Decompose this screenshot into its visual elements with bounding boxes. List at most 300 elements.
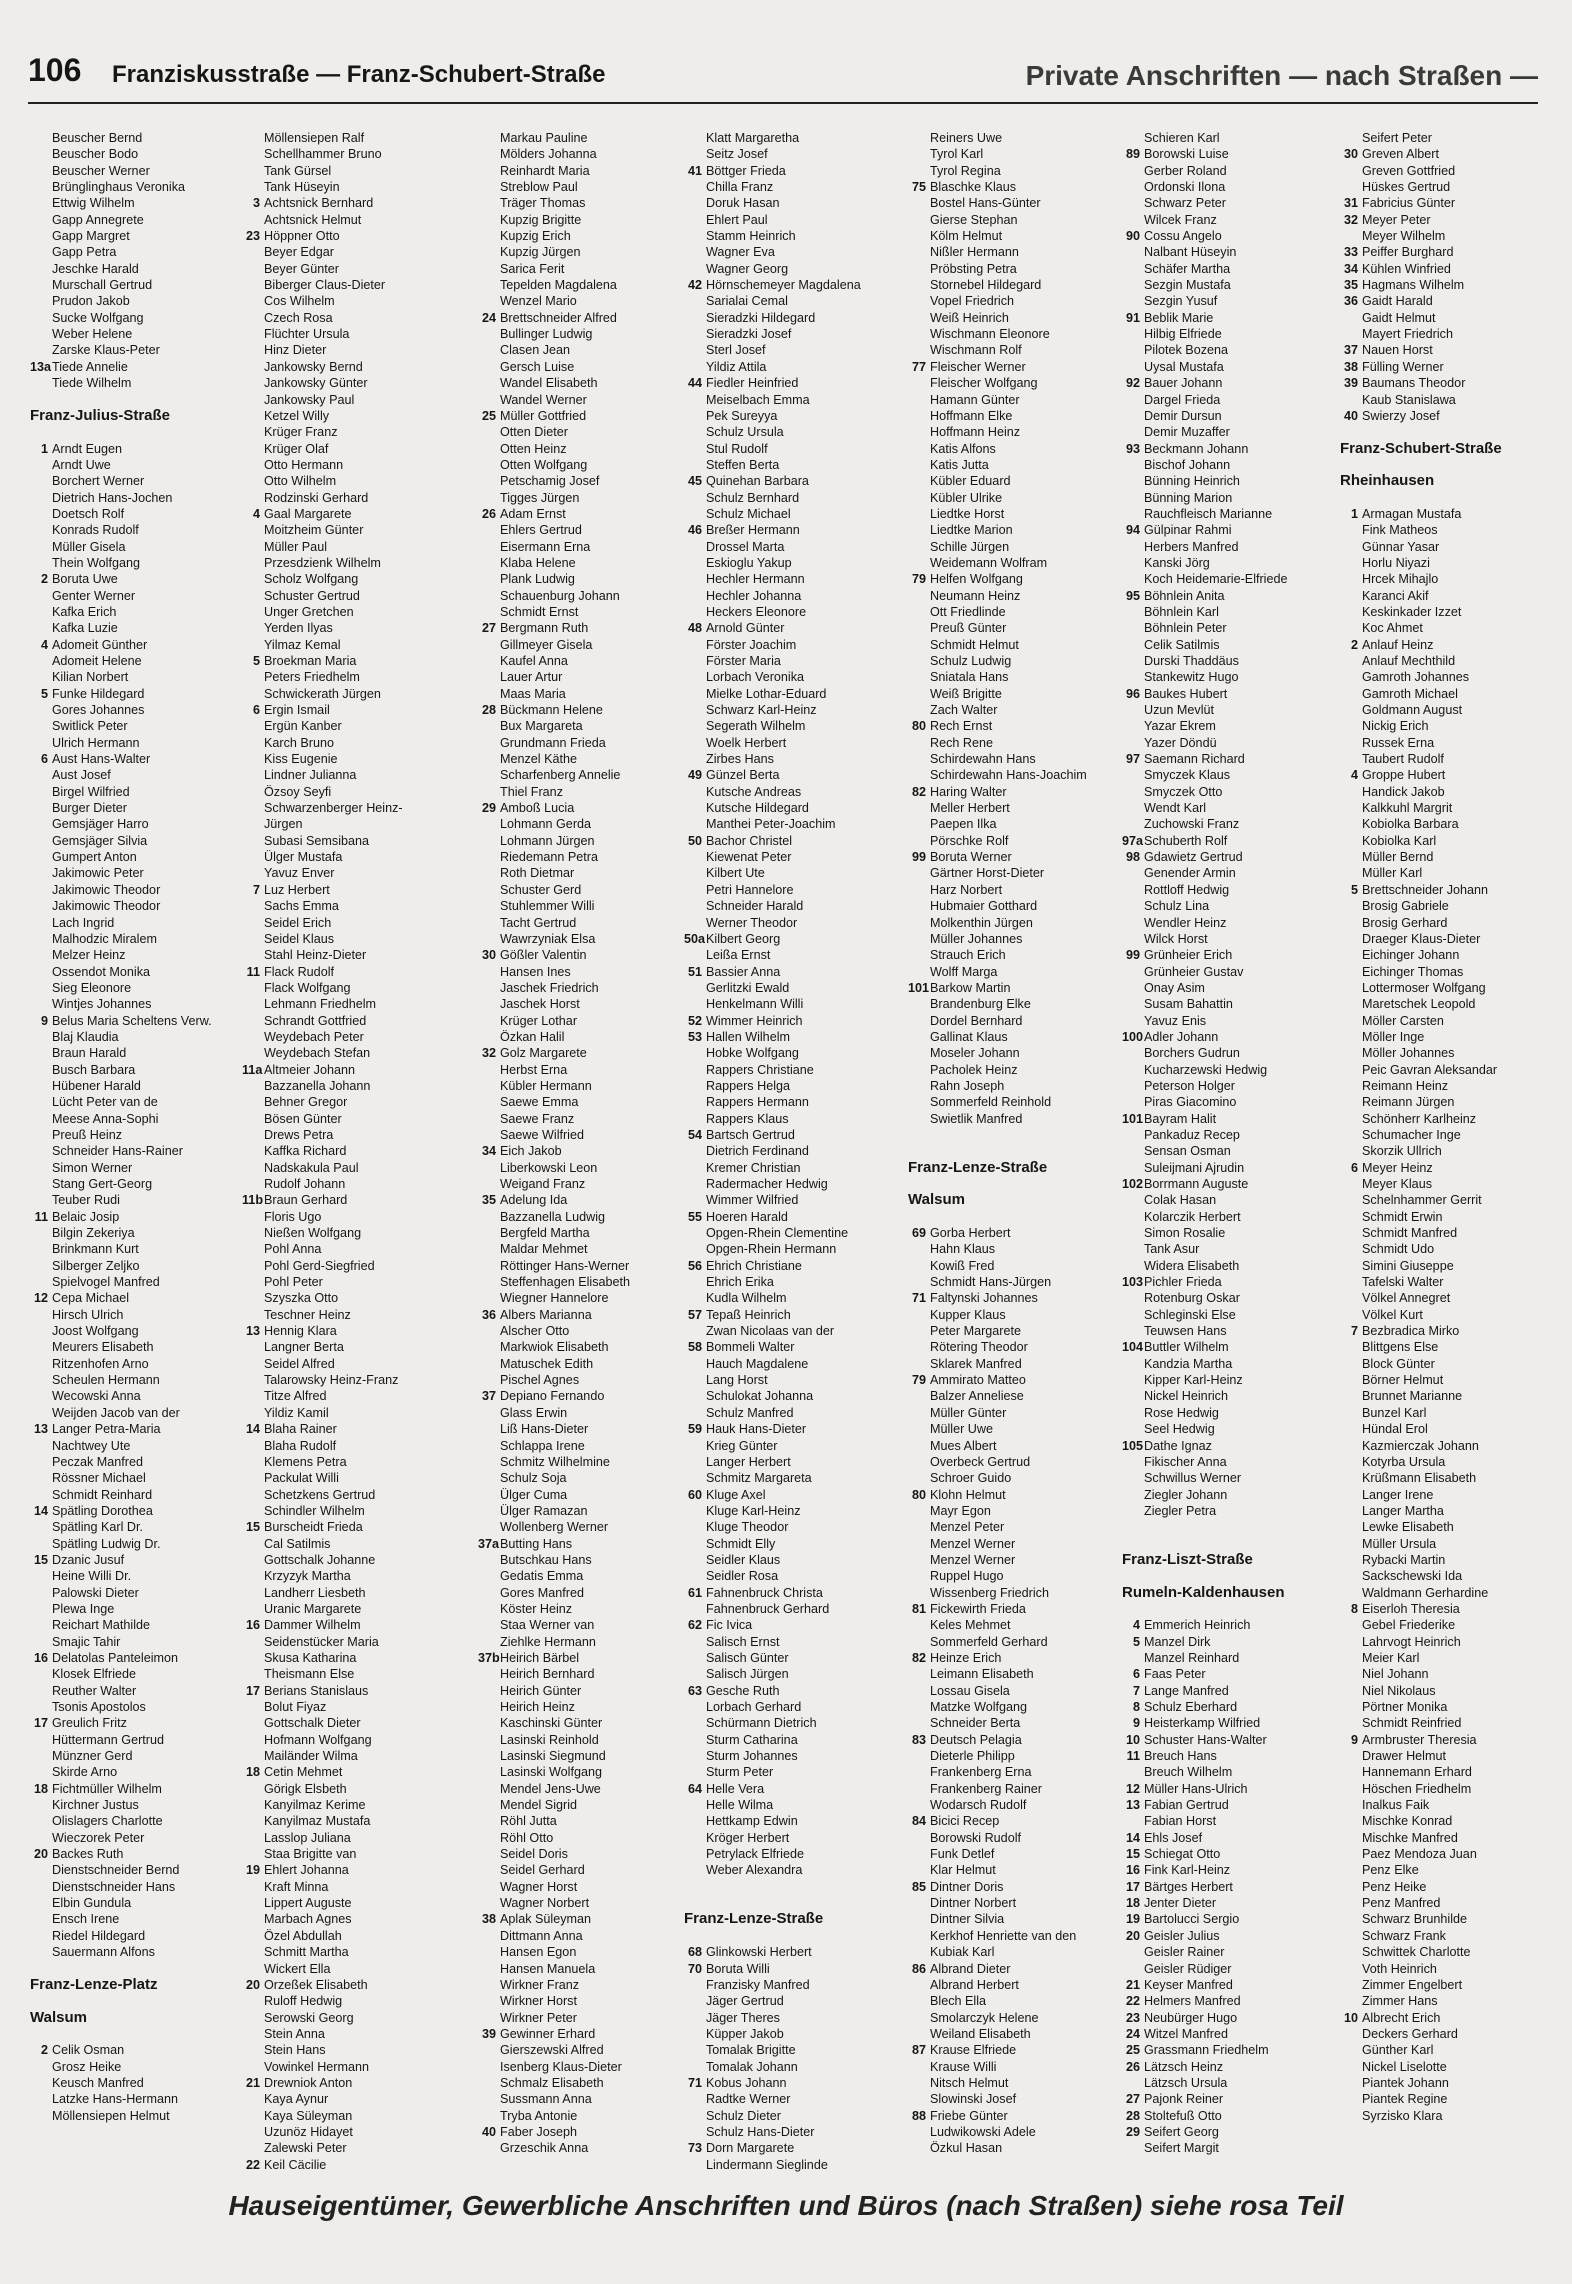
list-item xyxy=(908,686,1116,702)
resident-name: Radermacher Hedwig xyxy=(706,1177,828,1191)
list-item xyxy=(478,653,678,669)
list-item xyxy=(478,1715,678,1731)
list-item xyxy=(908,1045,1116,1061)
resident-name: Petri Hannelore xyxy=(706,882,794,897)
list-item xyxy=(1340,718,1545,734)
resident-name: Nachtwey Ute xyxy=(52,1438,131,1453)
house-number: 3 xyxy=(252,196,260,211)
resident-name: Boruta Werner xyxy=(930,850,1012,865)
resident-name: Schleginski Else xyxy=(1144,1307,1236,1322)
resident-name: Hamann Günter xyxy=(930,392,1020,407)
list-item xyxy=(908,947,1116,963)
list-item xyxy=(908,1111,1116,1127)
list-item xyxy=(684,1977,902,1993)
list-item xyxy=(1122,2108,1334,2124)
list-item xyxy=(242,228,470,244)
resident-name: Markau Pauline xyxy=(500,131,588,145)
list-item xyxy=(478,800,678,816)
resident-name: Beblik Marie xyxy=(1144,310,1214,325)
resident-name: Nadskakula Paul xyxy=(264,1160,359,1175)
list-item xyxy=(30,130,235,146)
list-item xyxy=(1340,163,1545,179)
resident-name: Yilmaz Kemal xyxy=(264,637,341,652)
resident-name: Fabricius Günter xyxy=(1362,196,1456,211)
resident-name: Özkul Hasan xyxy=(930,2141,1003,2156)
list-item xyxy=(30,1209,235,1225)
list-item xyxy=(478,1356,678,1372)
list-item xyxy=(684,784,902,800)
list-item xyxy=(478,2026,678,2042)
house-number: 25 xyxy=(1125,2043,1140,2058)
list-item xyxy=(1122,1307,1334,1323)
resident-name: Luz Herbert xyxy=(264,882,330,897)
list-item xyxy=(908,1372,1116,1388)
resident-name: Preuß Günter xyxy=(930,621,1007,636)
resident-name: Opgen-Rhein Hermann xyxy=(706,1242,837,1257)
house-number: 14 xyxy=(33,1503,48,1518)
resident-name: Sturm Peter xyxy=(706,1765,774,1780)
list-item xyxy=(478,1290,678,1306)
list-item xyxy=(478,2010,678,2026)
resident-name: Schwillus Werner xyxy=(1144,1471,1242,1486)
list-item xyxy=(1122,637,1334,653)
resident-name: Breßer Hermann xyxy=(706,523,800,538)
list-item xyxy=(1340,1748,1545,1764)
list-item xyxy=(1122,1062,1334,1078)
resident-name: Lauer Artur xyxy=(500,670,563,685)
resident-name: Schwickerath Jürgen xyxy=(264,686,381,701)
list-item xyxy=(684,1274,902,1290)
house-number: 60 xyxy=(687,1487,702,1502)
list-item xyxy=(30,277,235,293)
resident-name: Röhl Otto xyxy=(500,1830,554,1845)
list-item xyxy=(1122,1764,1334,1780)
list-item xyxy=(684,1699,902,1715)
list-item xyxy=(242,865,470,881)
list-item xyxy=(242,882,470,898)
house-number: 49 xyxy=(687,768,702,783)
list-item xyxy=(1340,1225,1545,1241)
resident-name: Scheulen Hermann xyxy=(52,1373,160,1388)
resident-name: Greven Albert xyxy=(1362,147,1440,162)
list-item xyxy=(30,1617,235,1633)
list-item xyxy=(908,2042,1116,2058)
list-item xyxy=(908,964,1116,980)
resident-name: Sackschewski Ida xyxy=(1362,1569,1463,1584)
list-item xyxy=(242,1094,470,1110)
resident-name: Anlauf Heinz xyxy=(1362,637,1434,652)
list-item xyxy=(684,1454,902,1470)
resident-name: Marbach Agnes xyxy=(264,1912,352,1927)
house-number: 14 xyxy=(1125,1830,1140,1845)
resident-name: Hobke Wolfgang xyxy=(706,1046,799,1061)
list-item xyxy=(1122,849,1334,865)
resident-name: Depiano Fernando xyxy=(500,1389,605,1404)
resident-name: Meyer Wilhelm xyxy=(1362,229,1446,244)
list-item xyxy=(684,130,902,146)
list-item xyxy=(908,2010,1116,2026)
list-item xyxy=(684,359,902,375)
resident-name: Saewe Wilfried xyxy=(500,1127,584,1142)
resident-name: Gores Johannes xyxy=(52,703,145,718)
resident-name: Titze Alfred xyxy=(264,1389,327,1404)
street-heading: Franz-Julius-Straße xyxy=(30,406,171,424)
list-item xyxy=(242,1143,470,1159)
list-item xyxy=(30,849,235,865)
list-item xyxy=(684,2059,902,2075)
resident-name: Lasinski Siegmund xyxy=(500,1749,606,1764)
spacer xyxy=(908,1209,1116,1225)
house-number: 38 xyxy=(1343,359,1358,374)
spacer xyxy=(684,1895,902,1911)
house-number: 37 xyxy=(1343,343,1358,358)
list-item xyxy=(1122,882,1334,898)
list-item xyxy=(1122,1993,1334,2009)
list-item xyxy=(242,816,470,832)
list-item xyxy=(478,964,678,980)
resident-name: Hettkamp Edwin xyxy=(706,1814,798,1829)
list-item xyxy=(30,539,235,555)
resident-name: Bazzanella Ludwig xyxy=(500,1209,606,1224)
list-item xyxy=(30,163,235,179)
resident-name: Gillmeyer Gisela xyxy=(500,637,593,652)
list-item xyxy=(478,1013,678,1029)
list-item xyxy=(1122,1143,1334,1159)
list-item xyxy=(908,1356,1116,1372)
list-item xyxy=(1122,1846,1334,1862)
resident-name: Riedemann Petra xyxy=(500,850,599,865)
list-item xyxy=(1122,669,1334,685)
list-item xyxy=(1340,1388,1545,1404)
list-item xyxy=(1340,1013,1545,1029)
house-number: 89 xyxy=(1125,147,1140,162)
resident-name: Boruta Uwe xyxy=(52,572,118,587)
resident-name: Seel Hedwig xyxy=(1144,1422,1215,1437)
resident-name: Jäger Theres xyxy=(706,2010,780,2025)
resident-name: Meyer Peter xyxy=(1362,212,1431,227)
resident-name: Achtsnick Helmut xyxy=(264,212,362,227)
list-item xyxy=(1122,1634,1334,1650)
resident-name: Rodzinski Gerhard xyxy=(264,490,369,505)
resident-name: Schirdewahn Hans-Joachim xyxy=(930,768,1087,783)
list-item xyxy=(1340,1977,1545,1993)
resident-name: Gerber Roland xyxy=(1144,163,1227,178)
list-item xyxy=(1122,1339,1334,1355)
resident-name: Langer Herbert xyxy=(706,1454,791,1469)
list-item xyxy=(1122,506,1334,522)
list-item xyxy=(908,1928,1116,1944)
resident-name: Sezgin Yusuf xyxy=(1144,294,1218,309)
resident-name: Baumans Theodor xyxy=(1362,376,1466,391)
list-item xyxy=(908,473,1116,489)
resident-name: Peic Gavran Aleksandar xyxy=(1362,1062,1498,1077)
resident-name: Molkenthin Jürgen xyxy=(930,915,1033,930)
list-item xyxy=(908,1339,1116,1355)
list-item xyxy=(908,1536,1116,1552)
list-item xyxy=(478,1617,678,1633)
resident-name: Hoffmann Elke xyxy=(930,408,1013,423)
resident-name: Schetzkens Gertrud xyxy=(264,1487,376,1502)
resident-name: Dintner Silvia xyxy=(930,1912,1005,1927)
house-number: 63 xyxy=(687,1683,702,1698)
resident-name: Wagner Georg xyxy=(706,261,789,276)
section-title: Private Anschriften — nach Straßen — xyxy=(1025,60,1538,91)
resident-name: Ehls Josef xyxy=(1144,1830,1203,1845)
resident-name: Sterl Josef xyxy=(706,343,766,358)
list-item xyxy=(684,1650,902,1666)
list-item xyxy=(1340,751,1545,767)
list-item xyxy=(30,212,235,228)
list-item xyxy=(478,392,678,408)
list-item xyxy=(478,1961,678,1977)
house-number: 6 xyxy=(252,703,260,718)
list-item xyxy=(1340,849,1545,865)
resident-name: Radtke Werner xyxy=(706,2092,791,2107)
list-item xyxy=(1122,490,1334,506)
resident-name: Wawrzyniak Elsa xyxy=(500,931,596,946)
list-item xyxy=(1340,1634,1545,1650)
resident-name: Pacholek Heinz xyxy=(930,1062,1018,1077)
list-item xyxy=(684,1715,902,1731)
resident-name: Bilgin Zekeriya xyxy=(52,1226,135,1241)
resident-name: Cal Satilmis xyxy=(264,1536,331,1551)
resident-name: Geisler Rainer xyxy=(1144,1945,1225,1960)
resident-name: Funk Detlef xyxy=(930,1847,995,1862)
list-item xyxy=(1340,1438,1545,1454)
resident-name: Wandel Werner xyxy=(500,392,587,407)
list-item xyxy=(1122,326,1334,342)
list-item xyxy=(242,1013,470,1029)
resident-name: Eichinger Thomas xyxy=(1362,964,1464,979)
list-item xyxy=(242,653,470,669)
list-item xyxy=(1122,1388,1334,1404)
resident-name: Murschall Gertrud xyxy=(52,278,153,293)
list-item xyxy=(684,2075,902,2091)
list-item xyxy=(1122,1078,1334,1094)
resident-name: Pischel Agnes xyxy=(500,1373,580,1388)
list-item xyxy=(242,767,470,783)
resident-name: Bayram Halit xyxy=(1144,1111,1217,1126)
list-item xyxy=(908,490,1116,506)
resident-name: Wischmann Eleonore xyxy=(930,327,1050,342)
column xyxy=(908,130,1116,2157)
resident-name: Rose Hedwig xyxy=(1144,1405,1219,1420)
list-item xyxy=(1122,1830,1334,1846)
resident-name: Schmitz Margareta xyxy=(706,1471,812,1486)
resident-name: Rybacki Martin xyxy=(1362,1552,1446,1567)
list-item xyxy=(908,1323,1116,1339)
resident-name: Dathe Ignaz xyxy=(1144,1438,1212,1453)
resident-name: Wollenberg Werner xyxy=(500,1520,609,1535)
list-item xyxy=(908,882,1116,898)
house-number: 39 xyxy=(1343,376,1358,391)
resident-name: Spätling Ludwig Dr. xyxy=(52,1536,161,1551)
resident-name: Wimmer Heinrich xyxy=(706,1013,803,1028)
resident-name: Klar Helmut xyxy=(930,1863,996,1878)
house-number: 52 xyxy=(687,1013,702,1028)
resident-name: Glass Erwin xyxy=(500,1405,568,1420)
resident-name: Röhl Jutta xyxy=(500,1814,557,1829)
house-number: 90 xyxy=(1125,229,1140,244)
resident-name: Seidel Alfred xyxy=(264,1356,335,1371)
column xyxy=(1340,130,1545,2124)
resident-name: Gaal Margarete xyxy=(264,506,352,521)
house-number: 15 xyxy=(1125,1847,1140,1862)
resident-name: Sussmann Anna xyxy=(500,2092,592,2107)
list-item xyxy=(684,1094,902,1110)
resident-name: Piantek Regine xyxy=(1362,2092,1448,2107)
resident-name: Petschamig Josef xyxy=(500,474,600,489)
list-item xyxy=(684,506,902,522)
list-item xyxy=(242,1160,470,1176)
list-item xyxy=(684,539,902,555)
list-item xyxy=(478,261,678,277)
list-item xyxy=(30,1846,235,1862)
list-item xyxy=(1122,539,1334,555)
resident-name: Lewke Elisabeth xyxy=(1362,1520,1454,1535)
resident-name: Matuschek Edith xyxy=(500,1356,594,1371)
spacer xyxy=(1122,1519,1334,1535)
list-item xyxy=(242,1797,470,1813)
resident-name: Riedel Hildegard xyxy=(52,1928,146,1943)
resident-name: Saewe Franz xyxy=(500,1111,575,1126)
resident-name: Eiserloh Theresia xyxy=(1362,1601,1460,1616)
list-item xyxy=(1340,669,1545,685)
list-item xyxy=(242,490,470,506)
resident-name: Lange Manfred xyxy=(1144,1683,1229,1698)
resident-name: Wirkner Peter xyxy=(500,2010,577,2025)
list-item xyxy=(684,457,902,473)
resident-name: Zach Walter xyxy=(930,703,998,718)
list-item xyxy=(908,637,1116,653)
list-item xyxy=(684,882,902,898)
resident-name: Schmidt Ernst xyxy=(500,604,579,619)
resident-name: Gärtner Horst-Dieter xyxy=(930,866,1045,881)
resident-name: Smyczek Klaus xyxy=(1144,768,1231,783)
list-item xyxy=(242,1111,470,1127)
list-item xyxy=(30,1405,235,1421)
spacer xyxy=(1340,490,1545,506)
house-number: 4 xyxy=(1350,768,1358,783)
list-item xyxy=(1340,1846,1545,1862)
resident-name: Yerden Ilyas xyxy=(264,621,333,636)
resident-name: Stahl Heinz-Dieter xyxy=(264,948,367,963)
list-item xyxy=(684,2140,902,2156)
list-item xyxy=(242,1192,470,1208)
resident-name: Ettwig Wilhelm xyxy=(52,196,135,211)
house-number: 100 xyxy=(1122,1029,1144,1044)
house-number: 28 xyxy=(481,703,496,718)
list-item xyxy=(478,457,678,473)
list-item xyxy=(242,1078,470,1094)
resident-name: Burscheidt Frieda xyxy=(264,1520,363,1535)
list-item xyxy=(478,1421,678,1437)
resident-name: Gesche Ruth xyxy=(706,1683,780,1698)
resident-name: Pröbsting Petra xyxy=(930,261,1017,276)
list-item xyxy=(1122,1732,1334,1748)
resident-name: Breuch Hans xyxy=(1144,1749,1217,1764)
list-item xyxy=(1122,915,1334,931)
list-item xyxy=(684,1617,902,1633)
spacer xyxy=(1122,1536,1334,1552)
list-item xyxy=(478,931,678,947)
street-heading: Franz-Schubert-Straße xyxy=(1340,439,1502,457)
list-item xyxy=(1340,1421,1545,1437)
list-item xyxy=(30,1388,235,1404)
list-item xyxy=(1122,179,1334,195)
resident-name: Ehlers Gertrud xyxy=(500,523,582,538)
list-item xyxy=(1340,1895,1545,1911)
list-item xyxy=(1122,2059,1334,2075)
resident-name: Otten Wolfgang xyxy=(500,457,588,472)
resident-name: Salisch Jürgen xyxy=(706,1667,789,1682)
resident-name: Penz Elke xyxy=(1362,1863,1419,1878)
resident-name: Braun Gerhard xyxy=(264,1193,348,1208)
list-item xyxy=(1340,261,1545,277)
resident-name: Teuwsen Hans xyxy=(1144,1324,1227,1339)
resident-name: Frankenberg Erna xyxy=(930,1765,1032,1780)
list-item xyxy=(478,293,678,309)
list-item xyxy=(1340,980,1545,996)
list-item xyxy=(684,588,902,604)
list-item xyxy=(30,1634,235,1650)
resident-name: Dammer Wilhelm xyxy=(264,1618,361,1633)
resident-name: Schuberth Rolf xyxy=(1144,833,1228,848)
resident-name: Sucke Wolfgang xyxy=(52,310,144,325)
house-number: 9 xyxy=(1350,1732,1358,1747)
list-item xyxy=(478,1911,678,1927)
list-item xyxy=(908,1258,1116,1274)
list-item xyxy=(30,1944,235,1960)
list-item xyxy=(478,1993,678,2009)
resident-name: Schulz Ludwig xyxy=(930,654,1012,668)
list-item xyxy=(30,1650,235,1666)
resident-name: Günzel Berta xyxy=(706,768,780,783)
street-heading: Franz-Lenze-Straße xyxy=(908,1158,1048,1176)
column xyxy=(684,130,902,2173)
resident-name: Gierszewski Alfred xyxy=(500,2043,604,2058)
resident-name: Ruloff Hedwig xyxy=(264,1994,343,2009)
resident-name: Henkelmann Willi xyxy=(706,997,804,1012)
resident-name: Wendt Karl xyxy=(1144,801,1207,816)
house-number: 34 xyxy=(1343,261,1358,276)
list-item xyxy=(684,735,902,751)
footer-note: Hauseigentümer, Gewerbliche Anschriften und Büros (nach Straßen) siehe rosa Teil xyxy=(228,2190,1344,2221)
list-item xyxy=(684,669,902,685)
resident-name: Schönherr Karlheinz xyxy=(1362,1111,1477,1126)
resident-name: Uzunöz Hidayet xyxy=(264,2124,353,2139)
resident-name: Streblow Paul xyxy=(500,180,578,195)
list-item xyxy=(30,441,235,457)
list-item xyxy=(684,604,902,620)
house-number: 4 xyxy=(1132,1618,1140,1633)
resident-name: Landherr Liesbeth xyxy=(264,1585,366,1600)
list-item xyxy=(1340,1862,1545,1878)
resident-name: Köster Heinz xyxy=(500,1601,573,1616)
list-item xyxy=(1340,1045,1545,1061)
resident-name: Faber Joseph xyxy=(500,2124,578,2139)
house-number: 86 xyxy=(911,1961,926,1976)
list-item xyxy=(1122,1797,1334,1813)
resident-name: Krüßmann Elisabeth xyxy=(1362,1471,1477,1486)
list-item xyxy=(242,539,470,555)
resident-name: Kremer Christian xyxy=(706,1160,801,1175)
list-item xyxy=(1340,2108,1545,2124)
house-number: 45 xyxy=(687,474,702,489)
resident-name: Tryba Antonie xyxy=(500,2108,578,2123)
list-item xyxy=(478,669,678,685)
resident-name: Schindler Wilhelm xyxy=(264,1503,365,1518)
